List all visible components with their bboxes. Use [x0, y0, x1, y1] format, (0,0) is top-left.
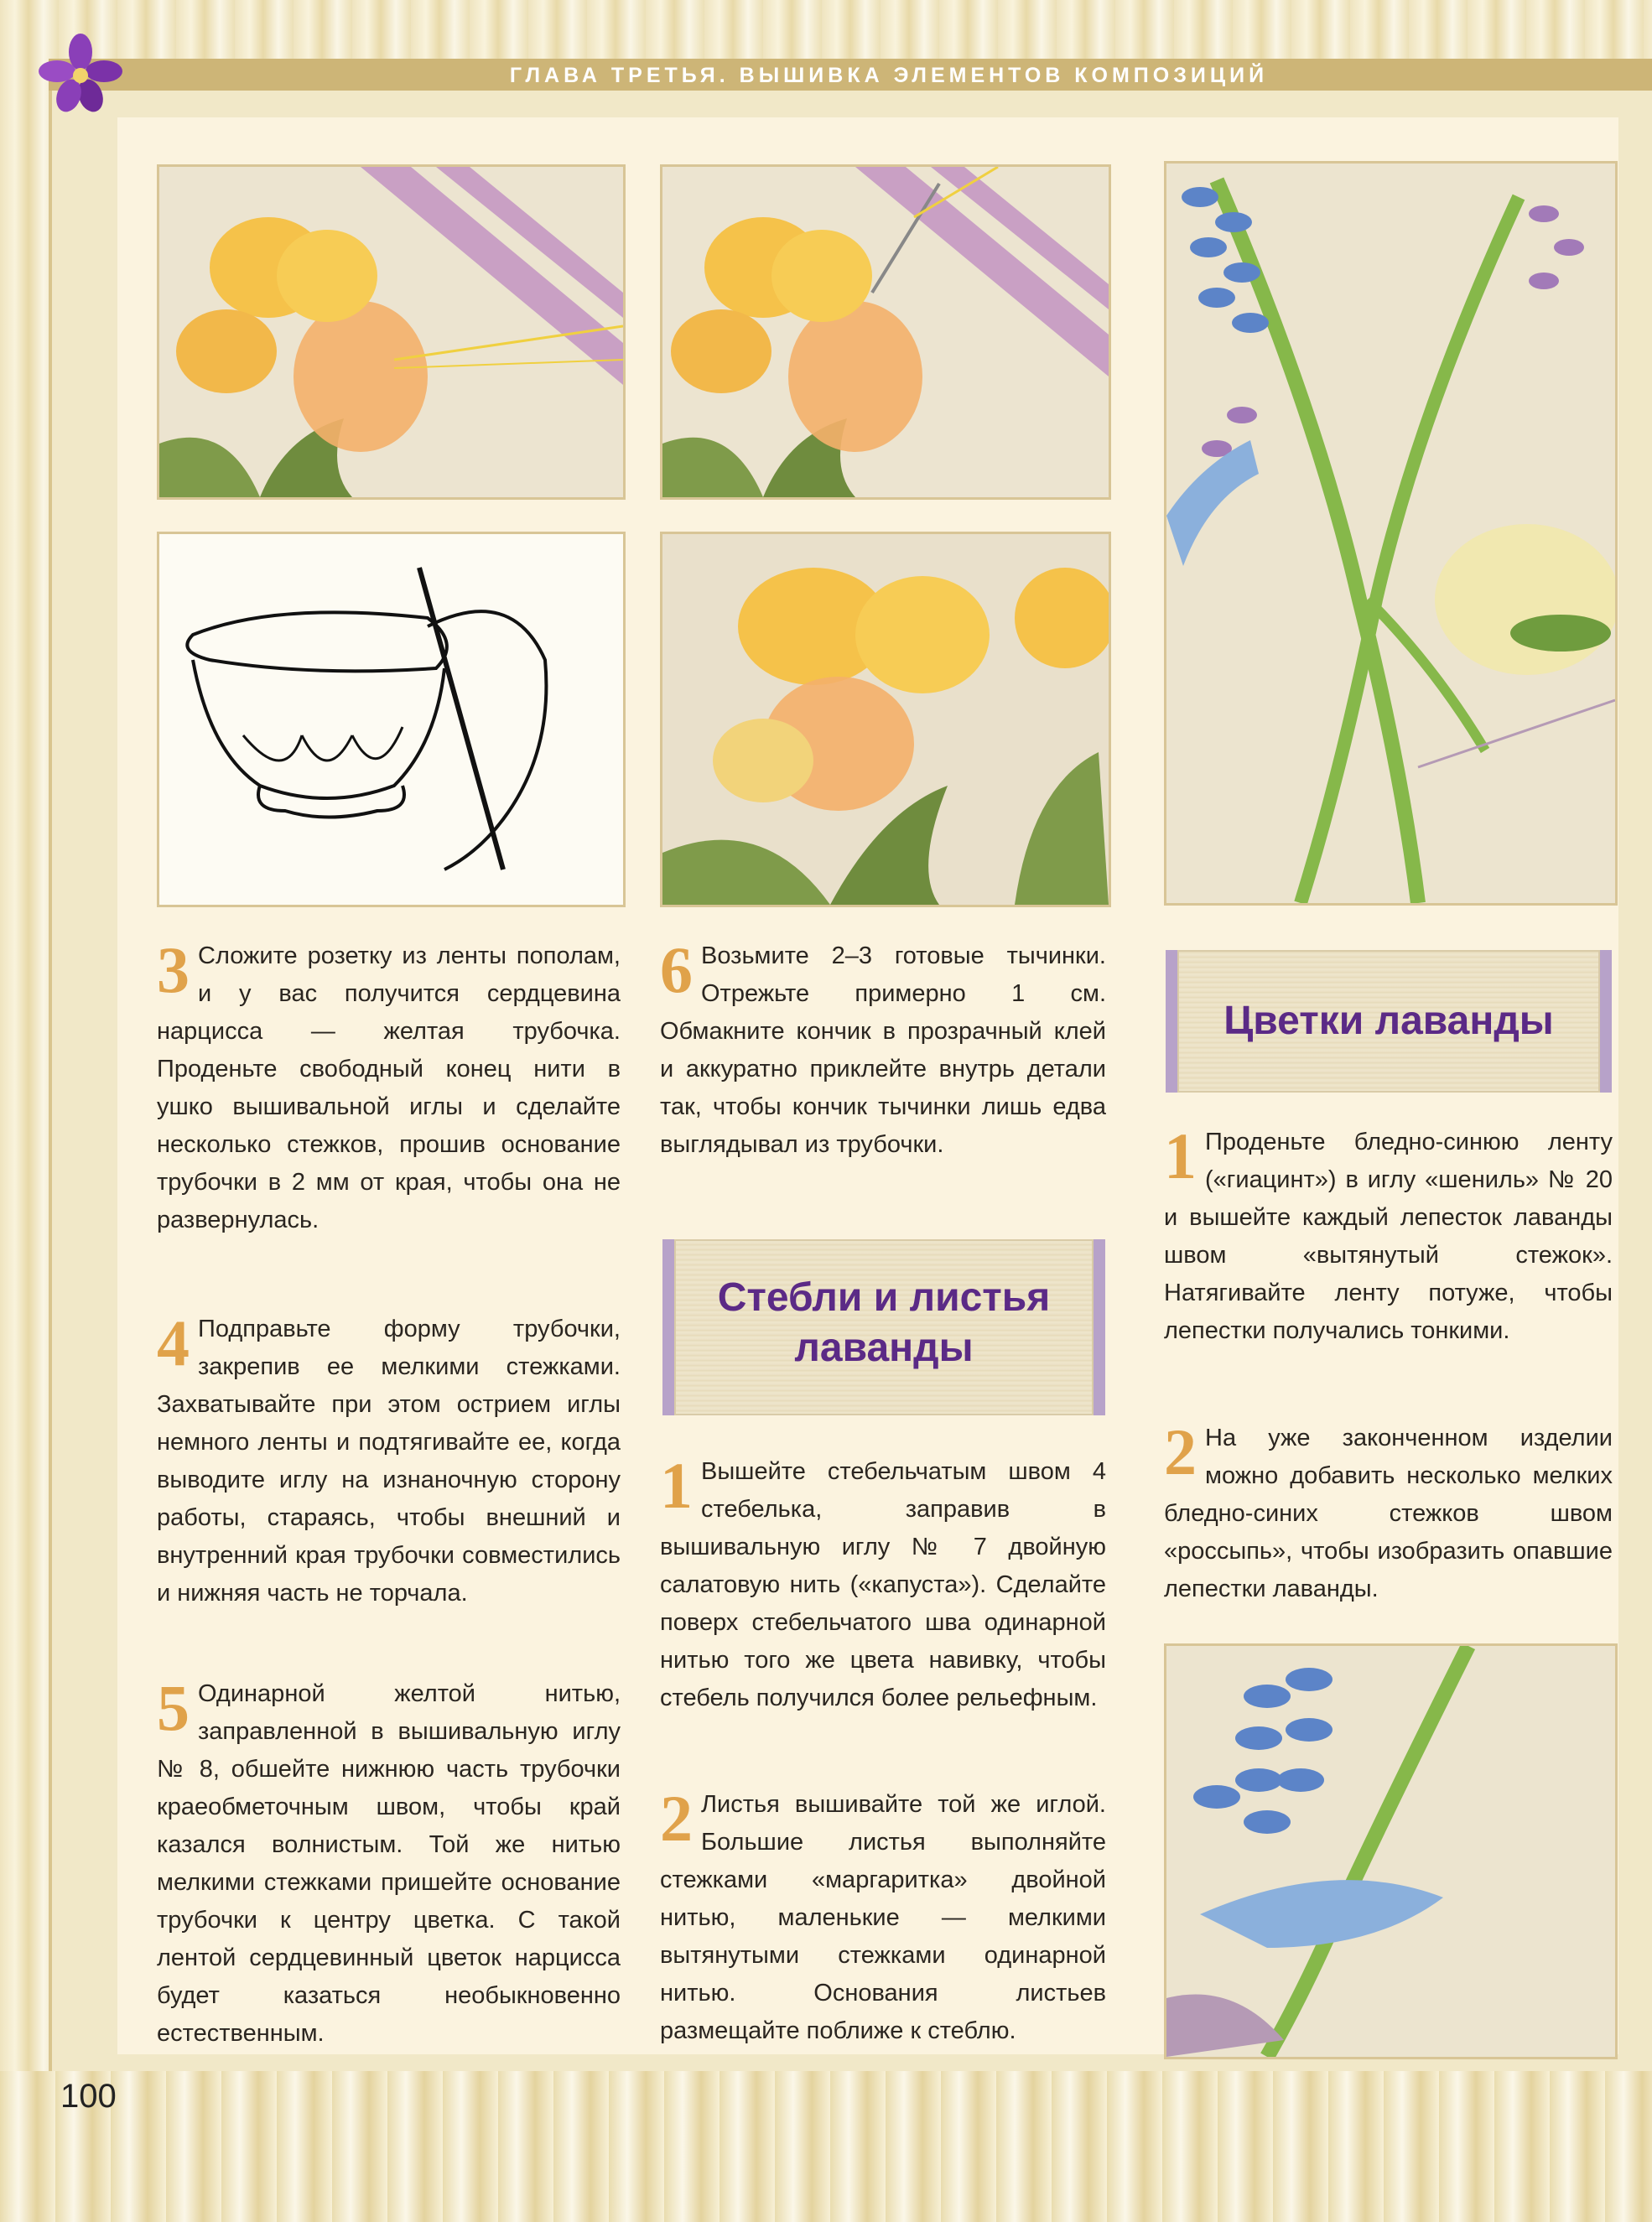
- step-number: 1: [1164, 1119, 1197, 1192]
- section-title-line1: Стебли и листья: [717, 1275, 1051, 1320]
- purple-flower-icon: [30, 34, 131, 117]
- step-number: 2: [1164, 1415, 1197, 1488]
- step-number: 2: [660, 1782, 693, 1855]
- daffodil-photo-2: [660, 164, 1111, 500]
- step-number: 3: [157, 933, 190, 1006]
- step-text: Подправьте форму трубочки, закрепив ее мелкими стежками. Захватывайте при этом острием иглы немного ленты и подтягивайте ее, когда выводите иглу на изнаночную сторону работы, стараясь, чтобы внешний и внутренний края трубочки совместились и нижняя часть не торчала.: [157, 1316, 621, 1607]
- section-title-line2: лаванды: [794, 1326, 974, 1370]
- lavender-photo-1: [1164, 161, 1618, 906]
- step-text: Одинарной желтой нитью, заправленной в вышивальную иглу № 8, обшейте нижнюю часть трубочки краеобметочным швом, чтобы край казался волнистым. Той же нитью мелкими стежками пришейте основание трубочки к центру цветка. С такой лентой сердцевинный цветок нарцисса будет казаться необыкновенно естественным.: [157, 1680, 621, 2047]
- section-title: Цветки лаванды: [1223, 999, 1554, 1043]
- step-text: Проденьте бледно-синюю ленту («гиацинт») в иглу «шениль» № 20 и вышейте каждый лепесток лаванды швом «вытянутый стежок». Натягивайте ленту потуже, чтобы лепестки получались тонкими.: [1164, 1129, 1613, 1344]
- step-5-paragraph: [157, 1671, 621, 2053]
- step-text: Возьмите 2–3 готовые тычинки. Отрежьте примерно 1 см. Обмакните кончик в прозрачный клей и аккуратно приклейте внутрь детали так, чтобы кончик тычинки лишь едва выглядывал из трубочки.: [660, 942, 1106, 1158]
- section-label-stems: [662, 1239, 1105, 1415]
- step-number: 4: [157, 1306, 190, 1379]
- daffodil-photo-1: [157, 164, 626, 500]
- step-text: На уже законченном изделии можно добавить несколько мелких бледно-синих стежков швом «россыпь», чтобы изобразить опавшие лепестки лаванды.: [1164, 1425, 1613, 1602]
- step-3-paragraph: [157, 933, 621, 1239]
- step-text: Вышейте стебельчатым швом 4 стебелька, заправив в вышивальную иглу № 7 двойную салатовую нить («капуста»). Сделайте поверх стебельчатого шва одинарной нитью того же цвета навивку, чтобы стебель получился более рельефным.: [660, 1458, 1106, 1711]
- chapter-title: ГЛАВА ТРЕТЬЯ. ВЫШИВКА ЭЛЕМЕНТОВ КОМПОЗИЦИЙ: [509, 64, 1269, 87]
- daffodil-photo-3: [660, 532, 1111, 907]
- step-6-paragraph: [660, 933, 1106, 1164]
- step-number: 1: [660, 1449, 693, 1522]
- flowers-step-2-paragraph: [1164, 1415, 1613, 1608]
- step-text: Сложите розетку из ленты пополам, и у вас получится сердцевина нарцисса — желтая трубочка. Проденьте свободный конец нити в ушко вышивальной иглы и сделайте несколько стежков, прошив основание трубочки в 2 мм от края, чтобы она не развернулась.: [157, 942, 621, 1233]
- flowers-step-1-paragraph: [1164, 1119, 1613, 1350]
- step-number: 6: [660, 933, 693, 1006]
- step-4-paragraph: [157, 1306, 621, 1612]
- step-number: 5: [157, 1671, 190, 1744]
- bottom-frame: [0, 2071, 1652, 2222]
- stems-step-2-paragraph: [660, 1782, 1106, 2050]
- stitch-diagram: [157, 532, 626, 907]
- section-label-flowers: [1166, 950, 1612, 1093]
- lavender-photo-2: [1164, 1643, 1618, 2059]
- stems-step-1-paragraph: [660, 1449, 1106, 1717]
- page-number: 100: [60, 2078, 117, 2115]
- step-text: Листья вышивайте той же иглой. Большие листья выполняйте стежками «маргаритка» двойной нитью, маленькие — мелкими вытянутыми стежками одинарной нитью. Основания листьев размещайте поближе к стеблю.: [660, 1791, 1106, 2044]
